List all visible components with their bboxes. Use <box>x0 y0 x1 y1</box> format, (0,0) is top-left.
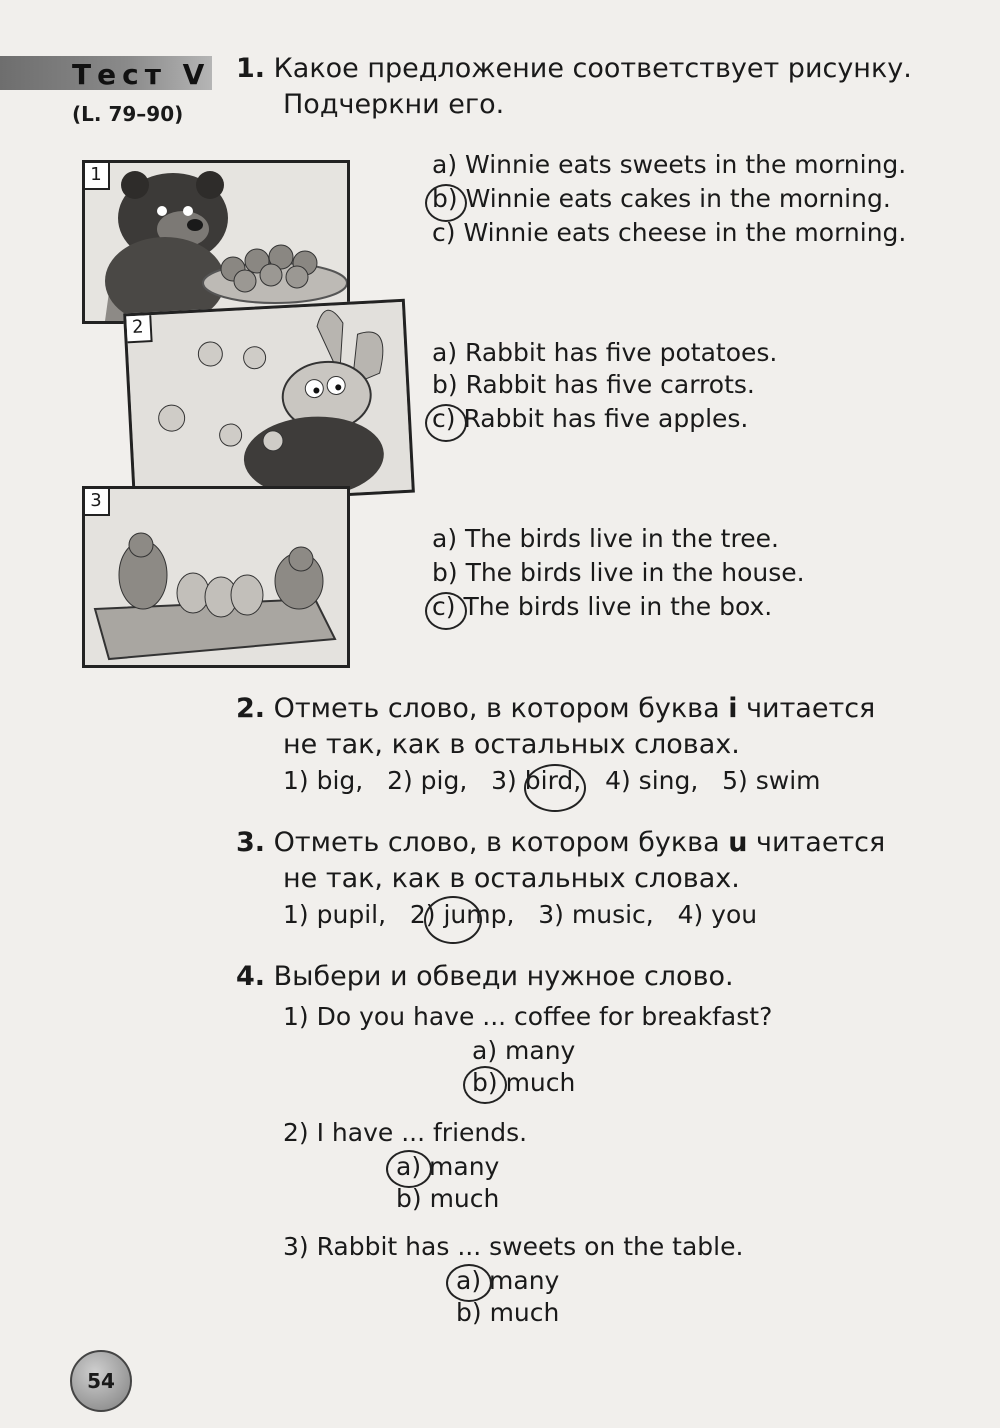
q4-number: 4. <box>236 961 266 992</box>
q3-text-post: читается <box>756 827 886 858</box>
q2-answers[interactable]: 1) big, 2) pig, 3) bird, 4) sing, 5) swim <box>283 766 821 795</box>
picture-1-winnie <box>82 160 350 324</box>
q1-g3-option-c[interactable]: c) The birds live in the box. <box>432 592 773 621</box>
q4-item1-sentence: 1) Do you have ... coffee for breakfast? <box>283 1002 773 1031</box>
answer-circle <box>463 1066 507 1104</box>
q4-item3-option-a[interactable]: a) many <box>456 1266 560 1295</box>
q4-item3-sentence: 3) Rabbit has ... sweets on the table. <box>283 1232 744 1261</box>
q4-title: Выбери и обведи нужное слово. <box>273 961 734 992</box>
q4-item2-option-a[interactable]: a) many <box>396 1152 500 1181</box>
q2-text-pre: Отметь слово, в котором буква <box>273 693 720 724</box>
picture-1-number: 1 <box>82 160 110 190</box>
q3-line2: не так, как в остальных словах. <box>283 863 740 894</box>
answer-circle <box>425 592 467 630</box>
q2-line1 <box>236 692 875 726</box>
q1-g1-option-a[interactable]: a) Winnie eats sweets in the morning. <box>432 150 907 179</box>
q3-answers[interactable]: 1) pupil, 2) jump, 3) music, 4) you <box>283 900 758 929</box>
q3-text-pre: Отметь слово, в котором буква <box>273 827 720 858</box>
lessons-range: (L. 79–90) <box>72 102 184 126</box>
q4-item2-option-b[interactable]: b) much <box>396 1184 500 1213</box>
q1-heading <box>236 52 912 86</box>
q4-item1-option-b[interactable]: b) much <box>472 1068 576 1097</box>
q1-line1: Какое предложение соответствует рисунку. <box>273 53 912 84</box>
answer-circle <box>524 764 586 812</box>
q4-heading <box>236 960 734 994</box>
page-number: 54 <box>70 1350 132 1412</box>
picture-2-rabbit <box>123 299 415 507</box>
q1-g2-option-c[interactable]: c) Rabbit has five apples. <box>432 404 749 433</box>
q1-g3-option-b[interactable]: b) The birds live in the house. <box>432 558 805 587</box>
q4-item2-sentence: 2) I have ... friends. <box>283 1118 528 1147</box>
q2-text-post: читается <box>746 693 876 724</box>
answer-circle <box>446 1264 492 1302</box>
picture-3-birds <box>82 486 350 668</box>
q2-number: 2. <box>236 693 266 724</box>
picture-3-number: 3 <box>82 486 110 516</box>
q3-number: 3. <box>236 827 266 858</box>
q2-line2: не так, как в остальных словах. <box>283 729 740 760</box>
answer-circle <box>425 404 467 442</box>
q1-number: 1. <box>236 53 266 84</box>
q1-line2: Подчеркни его. <box>283 89 505 120</box>
q1-g2-option-b[interactable]: b) Rabbit has five carrots. <box>432 370 755 399</box>
picture-2-number: 2 <box>123 312 153 343</box>
q4-item3-option-b[interactable]: b) much <box>456 1298 560 1327</box>
q1-g3-option-a[interactable]: a) The birds live in the tree. <box>432 524 779 553</box>
q3-letter: u <box>728 827 748 858</box>
birds-illustration <box>85 489 347 665</box>
q1-g1-option-b[interactable]: b) Winnie eats cakes in the morning. <box>432 184 891 213</box>
winnie-illustration <box>85 163 347 321</box>
q1-g2-option-a[interactable]: a) Rabbit has five potatoes. <box>432 338 778 367</box>
q4-item1-option-a[interactable]: a) many <box>472 1036 576 1065</box>
q1-g1-option-c[interactable]: c) Winnie eats cheese in the morning. <box>432 218 907 247</box>
q2-letter: i <box>728 693 738 724</box>
answer-circle <box>425 184 467 222</box>
q3-line1 <box>236 826 885 860</box>
answer-circle <box>386 1150 432 1188</box>
rabbit-illustration <box>126 302 411 504</box>
answer-circle <box>424 896 482 944</box>
test-title: Тест V <box>72 58 211 91</box>
